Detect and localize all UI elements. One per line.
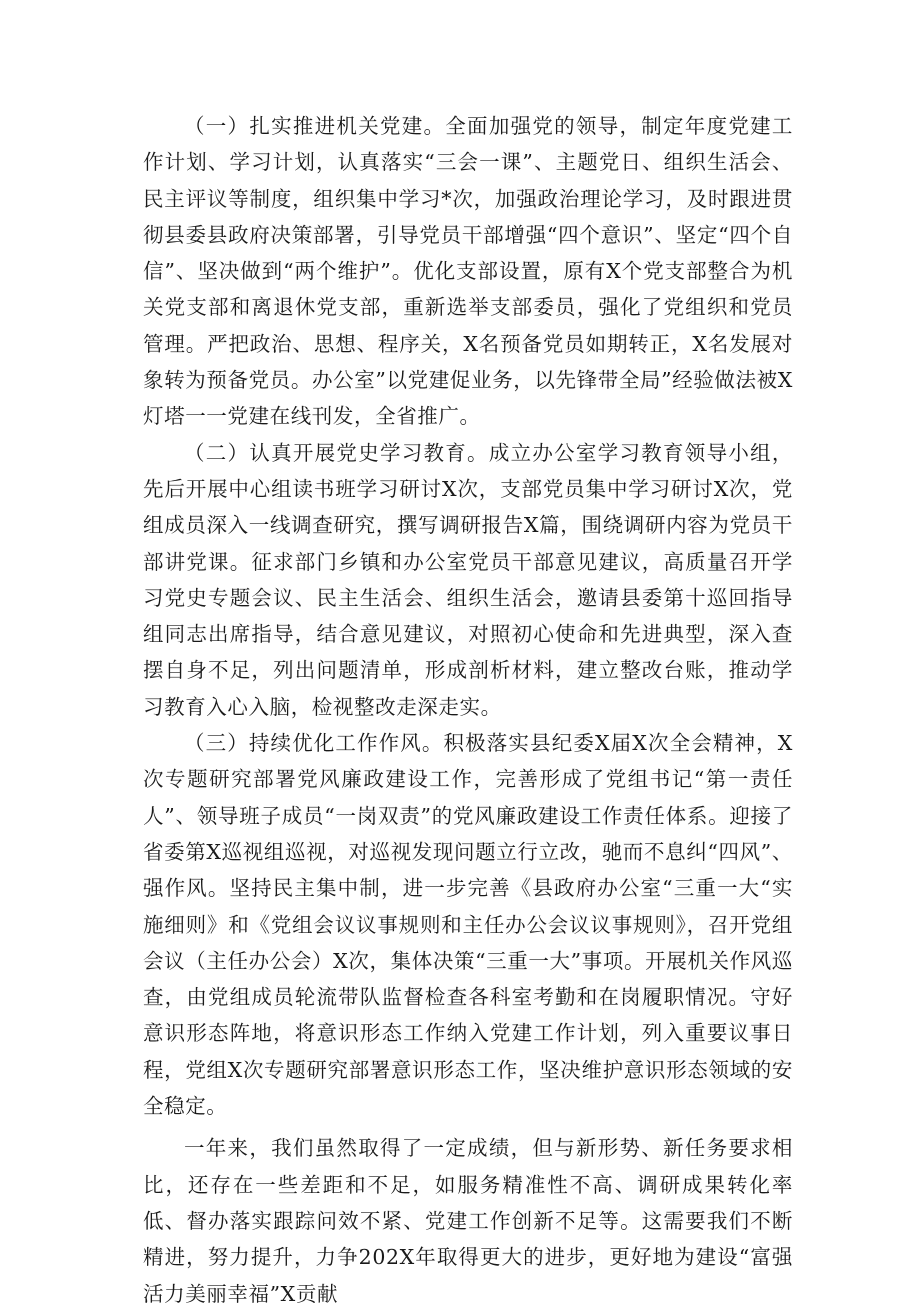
paragraph-party-building: （一）扎实推进机关党建。全面加强党的领导，制定年度党建工作计划、学习计划，认真落实“三会一课”、主题党日、组织生活会、民主评议等制度，组织集中学习*次，加强政治理论学习，及时跟进贯彻县委县政府决策部署，引导党员干部增强“四个意识”、坚定“四个自信”、坚决做到“两个维护”。优化支部设置，原有X个党支部整合为机关党支部和离退休党支部，重新选举支部委员，强化了党组织和党员管理。严把政治、思想、程序关，X名预备党员如期转正，X名发展对象转为预备党员。办公室”以党建促业务，以先锋带全局”经验做法被X灯塔一一党建在线刊发，全省推广。 [143, 114, 793, 429]
paragraph-year-summary: 一年来，我们虽然取得了一定成绩，但与新形势、新任务要求相比，还存在一些差距和不足，如服务精准性不高、调研成果转化率低、督办落实跟踪问效不紧、党建工作创新不足等。这需要我们不断精进，努力提升，力争202X年取得更大的进步，更好地为建设“富强活力美丽幸福”X贡献 [143, 1136, 793, 1306]
paragraph-work-style: （三）持续优化工作作风。积极落实县纪委X届X次全会精神，X次专题研究部署党风廉政建设工作，完善形成了党组书记“第一责任人”、领导班子成员“一岗双责”的党风廉政建设工作责任体系。迎接了省委第X巡视组巡视，对巡视发现问题立行立改，驰而不息纠“四风”、强作风。坚持民主集中制，进一步完善《县政府办公室“三重一大“实施细则》和《党组会议议事规则和主任办公会议议事规则》，召开党组会议（主任办公会）X次，集体决策“三重一大”事项。开展机关作风巡查，由党组成员轮流带队监督检查各科室考勤和在岗履职情况。守好意识形态阵地，将意识形态工作纳入党建工作计划，列入重要议事日程，党组X次专题研究部署意识形态工作，坚决维护意识形态领域的安全稳定。 [143, 731, 793, 1119]
paragraph-party-history-education: （二）认真开展党史学习教育。成立办公室学习教育领导小组，先后开展中心组读书班学习研讨X次，支部党员集中学习研讨X次，党组成员深入一线调查研究，撰写调研报告X篇，围绕调研内容为党员干部讲党课。征求部门乡镇和办公室党员干部意见建议，高质量召开学习党史专题会议、民主生活会、组织生活会，邀请县委第十巡回指导组同志出席指导，结合意见建议，对照初心使命和先进典型，深入查摆自身不足，列出问题清单，形成剖析材料，建立整改台账，推动学习教育入心入脑，检视整改走深走实。 [143, 440, 793, 719]
document-body [143, 108, 793, 1312]
